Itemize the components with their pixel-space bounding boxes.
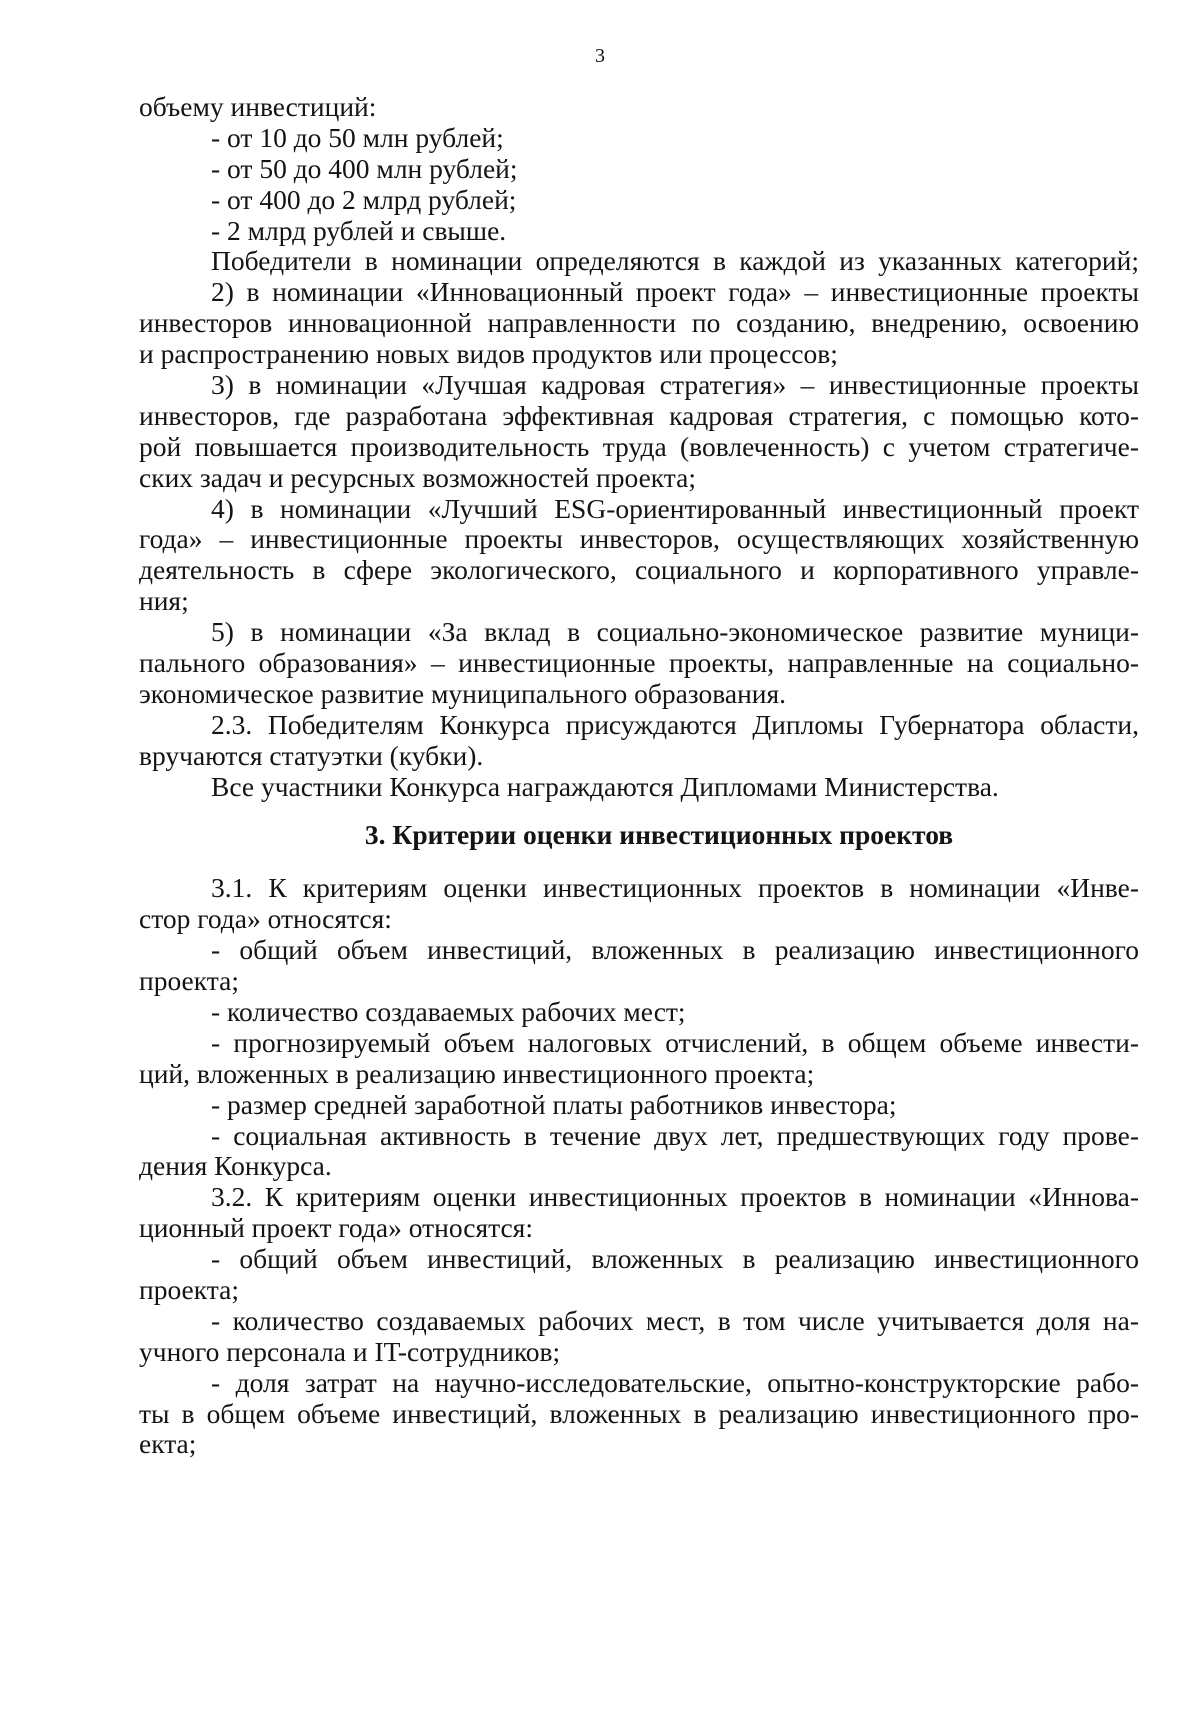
text-line: 3.2. К критериям оценки инвестиционных проектов в номинации «Иннова- xyxy=(211,1181,1139,1213)
text-line: екта; xyxy=(139,1428,197,1460)
text-line: - количество создаваемых рабочих мест; xyxy=(211,995,686,1027)
page-number: 3 xyxy=(595,45,605,67)
text-line: стор года» относятся: xyxy=(139,903,392,935)
text-line: - 2 млрд рублей и свыше. xyxy=(211,214,507,246)
text-line: ния; xyxy=(139,585,189,617)
text-line: рой повышается производительность труда (вовлеченность) с учетом стратегиче- xyxy=(139,430,1139,462)
text-line: вручаются статуэтки (кубки). xyxy=(139,739,484,771)
text-line: и распространению новых видов продуктов или процессов; xyxy=(139,338,838,370)
text-line: учного персонала и IT-сотрудников; xyxy=(139,1335,561,1367)
text-line: - от 10 до 50 млн рублей; xyxy=(211,121,504,153)
text-line: - доля затрат на научно-исследовательские, опытно-конструкторские рабо- xyxy=(211,1366,1139,1398)
criteria-section xyxy=(139,873,1139,1460)
text-line: инвесторов инновационной направленности по созданию, внедрению, освоению xyxy=(139,307,1139,339)
text-line: проекта; xyxy=(139,965,239,997)
nominations-section xyxy=(139,92,1139,802)
text-line: - от 400 до 2 млрд рублей; xyxy=(211,183,517,215)
text-line: 4) в номинации «Лучший ESG-ориентированный инвестиционный проект xyxy=(211,492,1139,524)
text-line: проекта; xyxy=(139,1273,239,1305)
text-line: 5) в номинации «За вклад в социально-экономическое развитие муници- xyxy=(211,616,1139,648)
text-line: ционный проект года» относятся: xyxy=(139,1212,533,1244)
text-line: - прогнозируемый объем налоговых отчислений, в общем объеме инвести- xyxy=(211,1026,1139,1058)
text-line: объему инвестиций: xyxy=(139,91,377,122)
text-line: 3) в номинации «Лучшая кадровая стратегия» – инвестиционные проекты xyxy=(211,369,1139,401)
section-heading: 3. Критерии оценки инвестиционных проектов xyxy=(364,819,954,851)
text-line: Все участники Конкурса награждаются Дипломами Министерства. xyxy=(211,770,999,802)
text-line: ты в общем объеме инвестиций, вложенных в реализацию инвестиционного про- xyxy=(139,1397,1139,1429)
text-line: Победители в номинации определяются в каждой из указанных категорий; xyxy=(211,245,1139,277)
text-line: - общий объем инвестиций, вложенных в реализацию инвестиционного xyxy=(211,1243,1139,1275)
text-line: деятельность в сфере экологического, социального и корпоративного управле- xyxy=(139,554,1139,586)
text-line: дения Конкурса. xyxy=(139,1150,332,1182)
text-line: - общий объем инвестиций, вложенных в реализацию инвестиционного xyxy=(211,934,1139,966)
text-line: - размер средней заработной платы работников инвестора; xyxy=(211,1088,897,1120)
text-line: экономическое развитие муниципального образования. xyxy=(139,677,787,709)
text-line: года» – инвестиционные проекты инвесторов, осуществляющих хозяйственную xyxy=(139,523,1139,555)
text-line: - количество создаваемых рабочих мест, в том числе учитывается доля на- xyxy=(211,1304,1139,1336)
text-line: ских задач и ресурсных возможностей проекта; xyxy=(139,461,696,493)
text-line: 3.1. К критериям оценки инвестиционных проектов в номинации «Инве- xyxy=(211,872,1139,904)
text-line: 2) в номинации «Инновационный проект года» – инвестиционные проекты xyxy=(211,276,1139,308)
text-line: пального образования» – инвестиционные проекты, направленные на социально- xyxy=(139,647,1139,679)
document-body xyxy=(139,92,1139,1460)
text-line: ций, вложенных в реализацию инвестиционного проекта; xyxy=(139,1057,815,1089)
text-line: - от 50 до 400 млн рублей; xyxy=(211,152,518,184)
text-line: 2.3. Победителям Конкурса присуждаются Дипломы Губернатора области, xyxy=(211,708,1139,740)
text-line: инвесторов, где разработана эффективная кадровая стратегия, с помощью кото- xyxy=(139,399,1139,431)
text-line: - социальная активность в течение двух лет, предшествующих году прове- xyxy=(211,1119,1139,1151)
